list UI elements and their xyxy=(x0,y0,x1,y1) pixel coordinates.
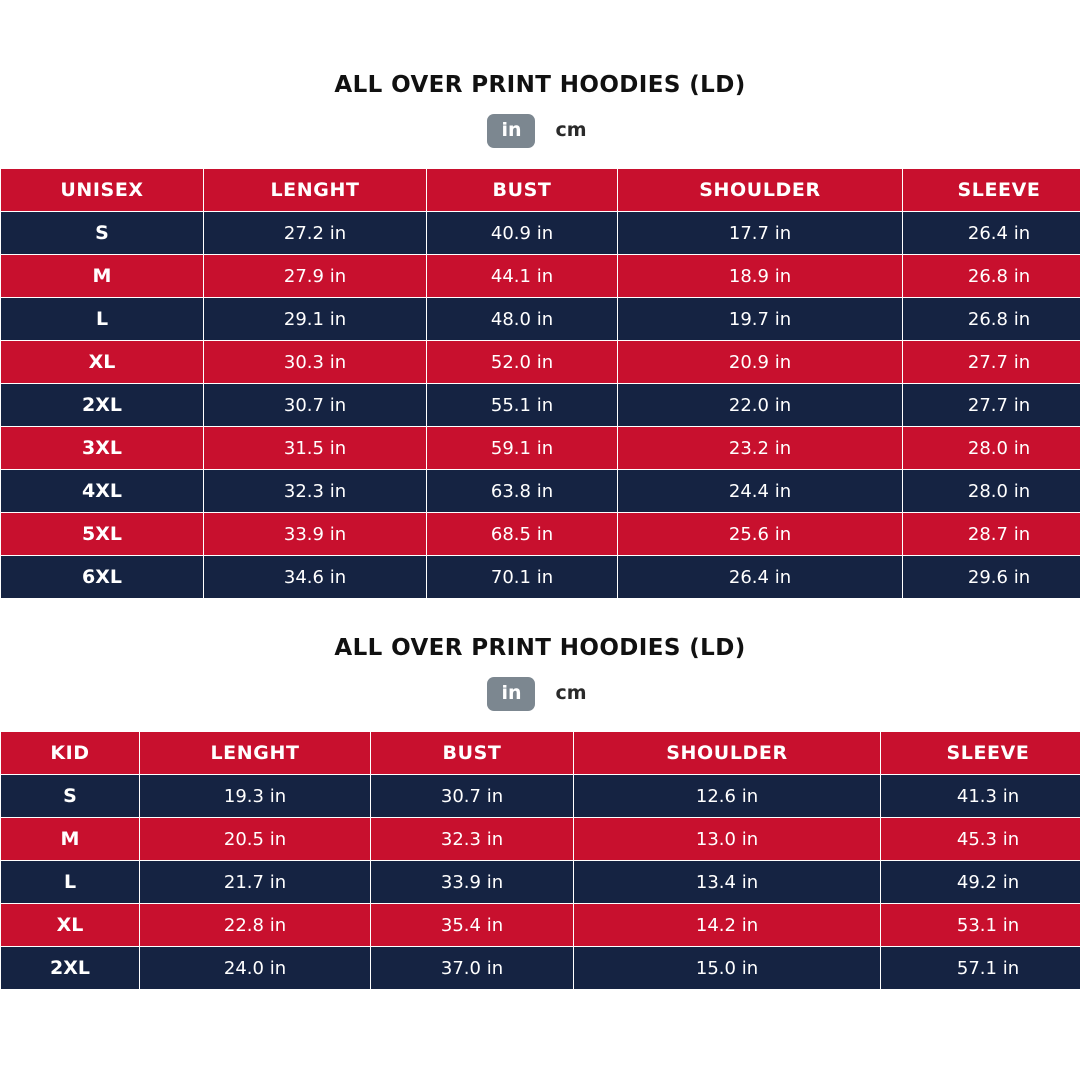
table-row xyxy=(1,947,1080,990)
page-title-unisex: ALL OVER PRINT HOODIES (LD) xyxy=(334,72,746,98)
cell-sleeve: 29.6 in xyxy=(903,556,1080,599)
cell-shoulder: 26.4 in xyxy=(618,556,903,599)
cell-shoulder: 17.7 in xyxy=(618,212,903,255)
cell-sleeve: 27.7 in xyxy=(903,341,1080,384)
cell-length: 29.1 in xyxy=(204,298,427,341)
table-row xyxy=(1,212,1080,255)
cell-length: 27.9 in xyxy=(204,255,427,298)
cell-bust: 70.1 in xyxy=(427,556,618,599)
cell-shoulder: 12.6 in xyxy=(574,775,881,818)
table-row xyxy=(1,861,1080,904)
size-table-unisex xyxy=(0,168,1080,599)
cell-length: 31.5 in xyxy=(204,427,427,470)
unit-centimeters-button[interactable]: cm xyxy=(555,682,587,704)
cell-size: S xyxy=(1,212,204,255)
unit-inches-button[interactable]: in xyxy=(487,677,535,711)
cell-shoulder: 24.4 in xyxy=(618,470,903,513)
table-row xyxy=(1,255,1080,298)
cell-shoulder: 18.9 in xyxy=(618,255,903,298)
section-spacer xyxy=(0,599,1080,635)
unit-toggle-kid[interactable] xyxy=(0,677,1080,711)
table-row xyxy=(1,384,1080,427)
table-row xyxy=(1,298,1080,341)
cell-sleeve: 27.7 in xyxy=(903,384,1080,427)
column-header-bust: BUST xyxy=(427,169,618,212)
table-header-row xyxy=(1,169,1080,212)
cell-size: L xyxy=(1,298,204,341)
table-row xyxy=(1,513,1080,556)
cell-bust: 48.0 in xyxy=(427,298,618,341)
cell-length: 21.7 in xyxy=(140,861,371,904)
cell-bust: 52.0 in xyxy=(427,341,618,384)
cell-shoulder: 19.7 in xyxy=(618,298,903,341)
cell-size: 3XL xyxy=(1,427,204,470)
table-row xyxy=(1,818,1080,861)
cell-shoulder: 23.2 in xyxy=(618,427,903,470)
toggle-table-spacer xyxy=(0,148,1080,168)
cell-length: 34.6 in xyxy=(204,556,427,599)
column-header-category: KID xyxy=(1,732,140,775)
size-table-kid xyxy=(0,731,1080,990)
table-row xyxy=(1,904,1080,947)
title-toggle-spacer xyxy=(0,98,1080,114)
cell-size: 5XL xyxy=(1,513,204,556)
cell-shoulder: 15.0 in xyxy=(574,947,881,990)
table-row xyxy=(1,470,1080,513)
cell-length: 30.3 in xyxy=(204,341,427,384)
cell-sleeve: 57.1 in xyxy=(881,947,1080,990)
table-row xyxy=(1,775,1080,818)
column-header-shoulder: SHOULDER xyxy=(618,169,903,212)
cell-shoulder: 22.0 in xyxy=(618,384,903,427)
bottom-spacer xyxy=(0,990,1080,1008)
cell-size: S xyxy=(1,775,140,818)
cell-bust: 68.5 in xyxy=(427,513,618,556)
cell-size: M xyxy=(1,255,204,298)
table-header-unisex xyxy=(1,169,1080,212)
cell-length: 33.9 in xyxy=(204,513,427,556)
cell-length: 24.0 in xyxy=(140,947,371,990)
cell-shoulder: 25.6 in xyxy=(618,513,903,556)
cell-sleeve: 26.8 in xyxy=(903,255,1080,298)
column-header-length: LENGHT xyxy=(140,732,371,775)
cell-size: 6XL xyxy=(1,556,204,599)
cell-bust: 59.1 in xyxy=(427,427,618,470)
title-toggle-spacer xyxy=(0,661,1080,677)
cell-length: 20.5 in xyxy=(140,818,371,861)
unit-inches-button[interactable]: in xyxy=(487,114,535,148)
cell-shoulder: 13.0 in xyxy=(574,818,881,861)
cell-bust: 30.7 in xyxy=(371,775,574,818)
cell-size: L xyxy=(1,861,140,904)
cell-size: 2XL xyxy=(1,384,204,427)
cell-size: 2XL xyxy=(1,947,140,990)
cell-sleeve: 49.2 in xyxy=(881,861,1080,904)
cell-sleeve: 26.8 in xyxy=(903,298,1080,341)
cell-size: M xyxy=(1,818,140,861)
cell-shoulder: 14.2 in xyxy=(574,904,881,947)
cell-sleeve: 41.3 in xyxy=(881,775,1080,818)
page-title-kid: ALL OVER PRINT HOODIES (LD) xyxy=(334,635,746,661)
cell-length: 27.2 in xyxy=(204,212,427,255)
cell-shoulder: 20.9 in xyxy=(618,341,903,384)
column-header-bust: BUST xyxy=(371,732,574,775)
cell-sleeve: 28.7 in xyxy=(903,513,1080,556)
cell-sleeve: 28.0 in xyxy=(903,427,1080,470)
table-row xyxy=(1,556,1080,599)
cell-sleeve: 45.3 in xyxy=(881,818,1080,861)
cell-sleeve: 26.4 in xyxy=(903,212,1080,255)
unit-centimeters-button[interactable]: cm xyxy=(555,119,587,141)
top-spacer xyxy=(0,0,1080,72)
cell-bust: 40.9 in xyxy=(427,212,618,255)
cell-bust: 35.4 in xyxy=(371,904,574,947)
column-header-length: LENGHT xyxy=(204,169,427,212)
table-body-unisex xyxy=(1,212,1080,599)
cell-sleeve: 28.0 in xyxy=(903,470,1080,513)
section-unisex xyxy=(0,72,1080,599)
cell-length: 19.3 in xyxy=(140,775,371,818)
cell-size: XL xyxy=(1,904,140,947)
toggle-table-spacer xyxy=(0,711,1080,731)
cell-bust: 33.9 in xyxy=(371,861,574,904)
cell-sleeve: 53.1 in xyxy=(881,904,1080,947)
cell-length: 30.7 in xyxy=(204,384,427,427)
cell-length: 32.3 in xyxy=(204,470,427,513)
cell-size: XL xyxy=(1,341,204,384)
cell-shoulder: 13.4 in xyxy=(574,861,881,904)
cell-bust: 32.3 in xyxy=(371,818,574,861)
cell-size: 4XL xyxy=(1,470,204,513)
cell-length: 22.8 in xyxy=(140,904,371,947)
table-header-row xyxy=(1,732,1080,775)
cell-bust: 63.8 in xyxy=(427,470,618,513)
table-row xyxy=(1,341,1080,384)
cell-bust: 55.1 in xyxy=(427,384,618,427)
table-header-kid xyxy=(1,732,1080,775)
cell-bust: 37.0 in xyxy=(371,947,574,990)
column-header-category: UNISEX xyxy=(1,169,204,212)
column-header-sleeve: SLEEVE xyxy=(881,732,1080,775)
section-kid xyxy=(0,635,1080,990)
column-header-sleeve: SLEEVE xyxy=(903,169,1080,212)
unit-toggle-unisex[interactable] xyxy=(0,114,1080,148)
table-body-kid xyxy=(1,775,1080,990)
table-row xyxy=(1,427,1080,470)
cell-bust: 44.1 in xyxy=(427,255,618,298)
column-header-shoulder: SHOULDER xyxy=(574,732,881,775)
